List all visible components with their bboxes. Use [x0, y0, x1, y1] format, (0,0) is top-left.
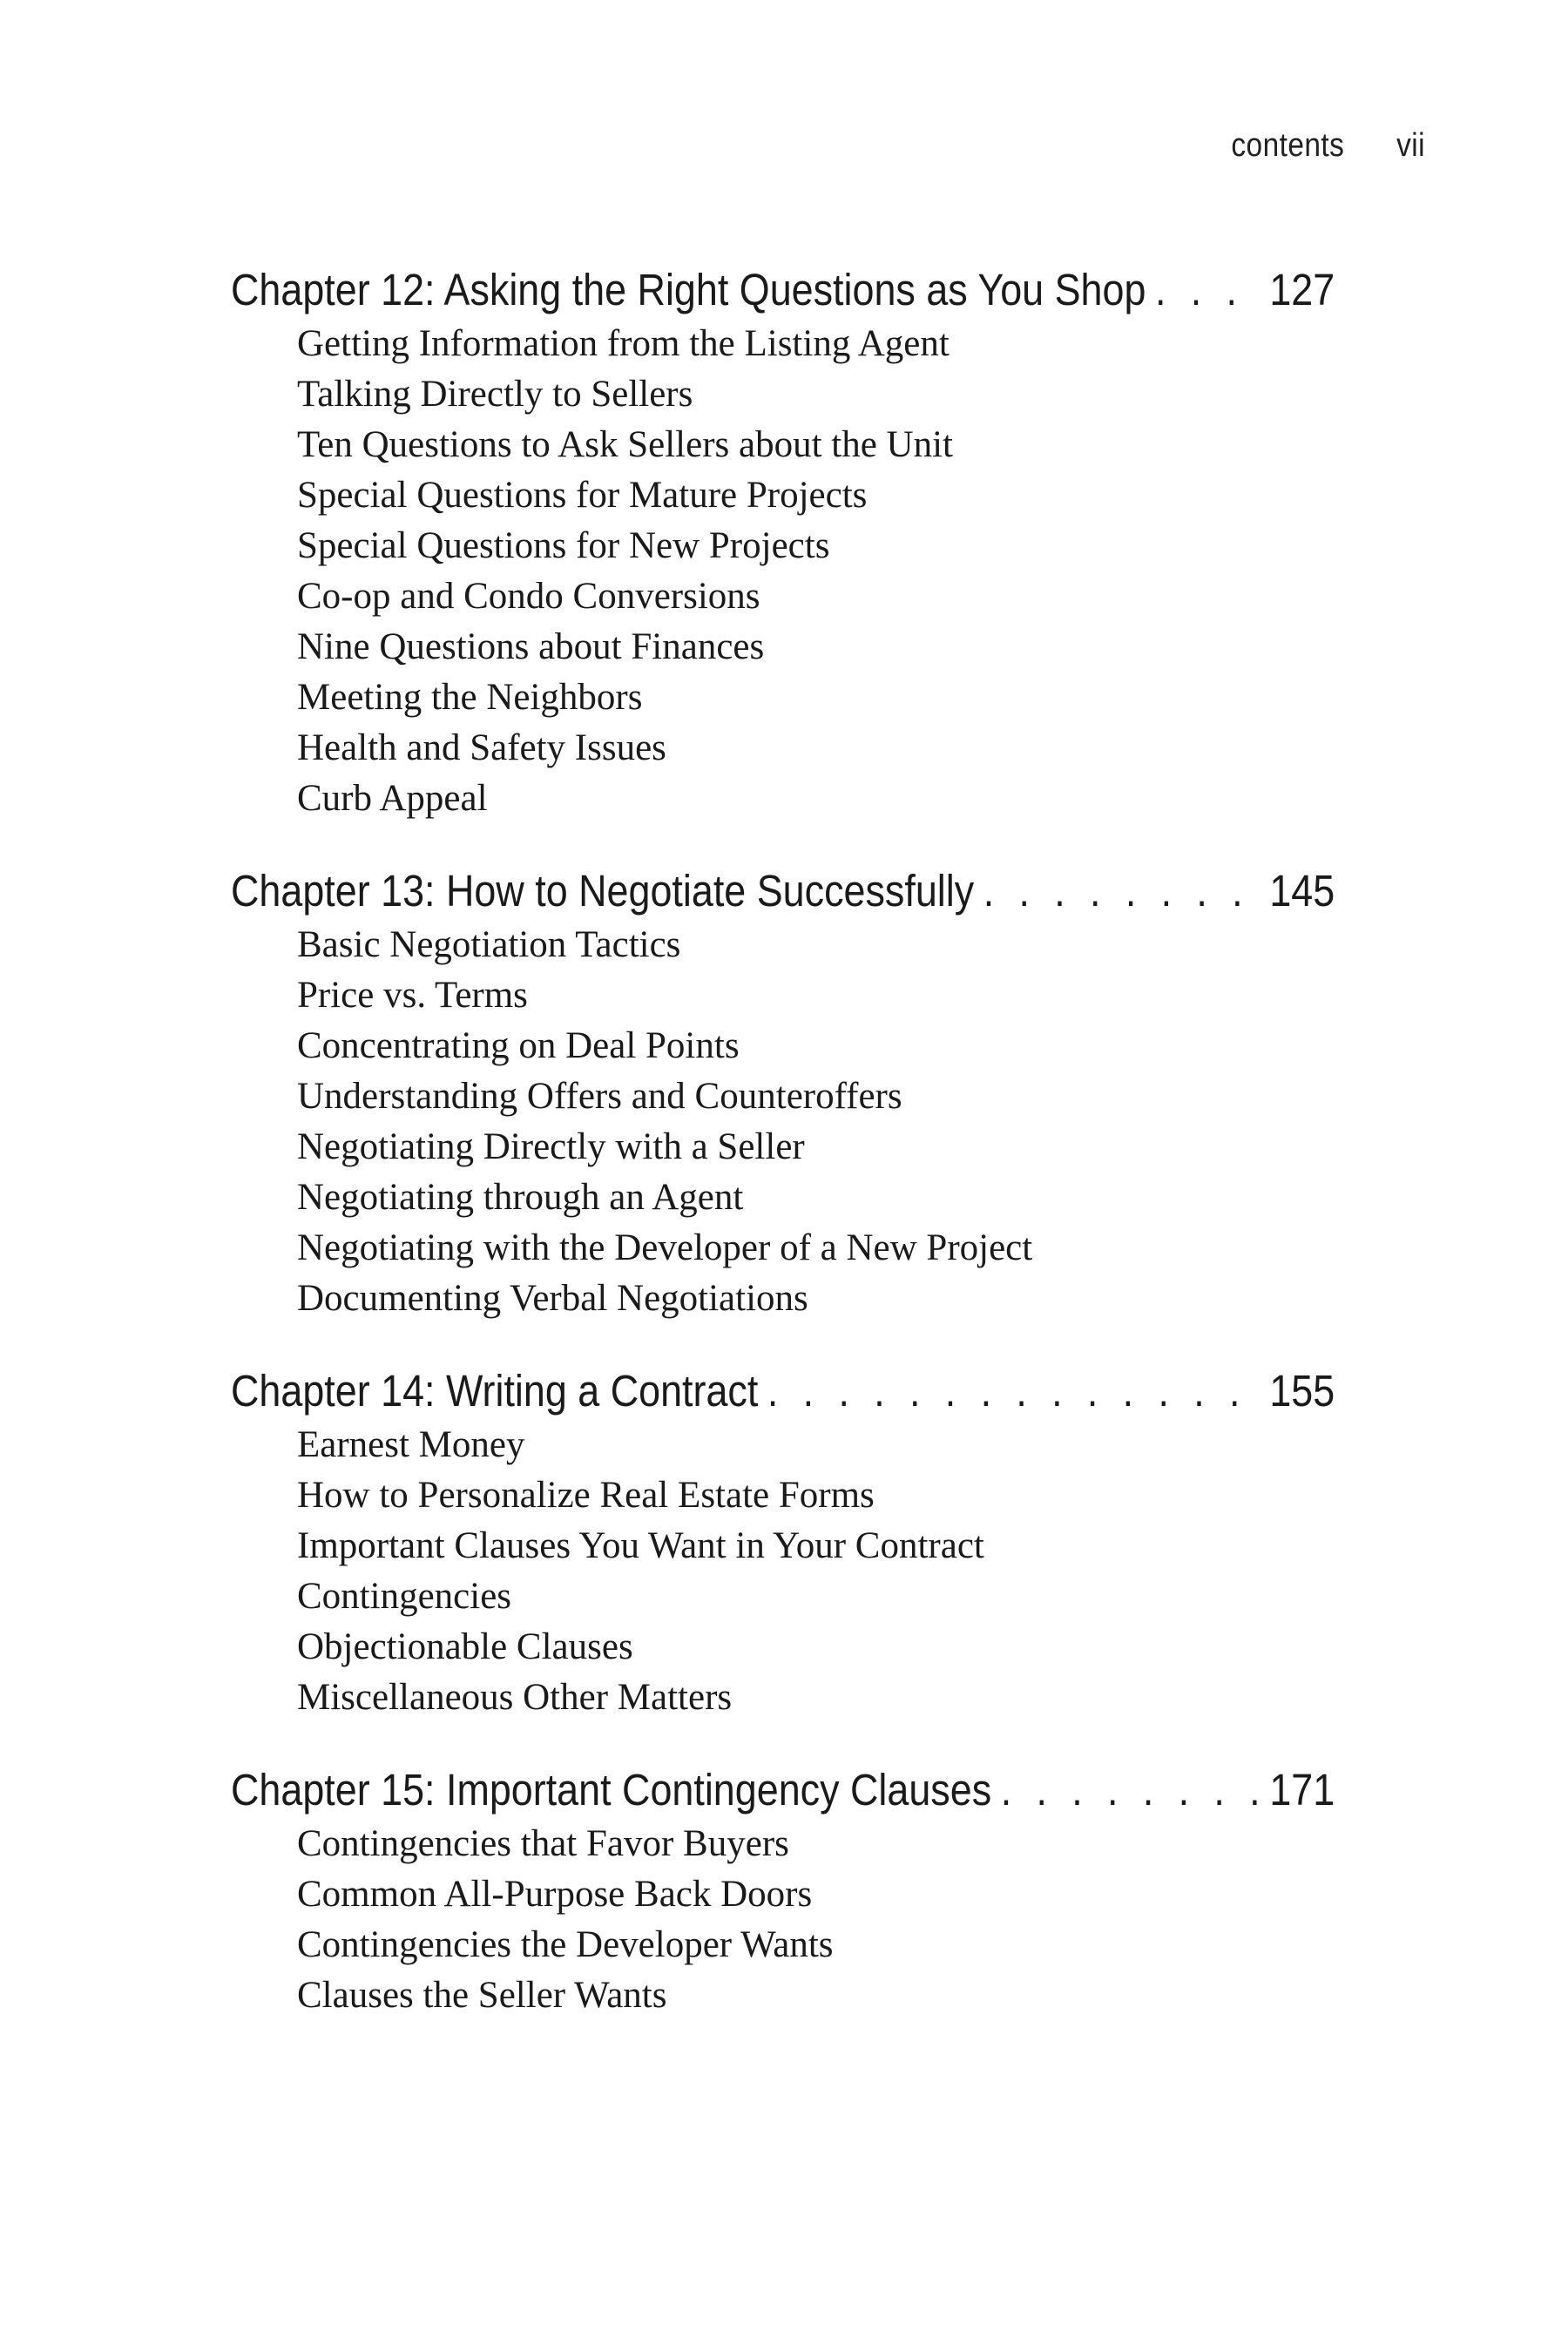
section-item[interactable]: Meeting the Neighbors — [297, 677, 643, 718]
section-item[interactable]: Ten Questions to Ask Sellers about the Unit — [297, 424, 954, 465]
dot-leader — [1001, 1761, 1260, 1819]
section-list — [231, 1420, 1320, 1723]
section-item[interactable]: Common All-Purpose Back Doors — [297, 1874, 813, 1915]
dot-leader — [1155, 261, 1260, 319]
section-item[interactable]: How to Personalize Real Estate Forms — [297, 1475, 875, 1516]
chapter-page-number: 155 — [1269, 1366, 1335, 1416]
chapter-title: Chapter 13: How to Negotiate Successfully — [231, 866, 975, 916]
section-list — [231, 920, 1320, 1324]
section-item[interactable]: Special Questions for Mature Projects — [297, 475, 868, 516]
section-item[interactable]: Negotiating Directly with a Seller — [297, 1126, 805, 1167]
section-item[interactable]: Contingencies that Favor Buyers — [297, 1823, 789, 1864]
chapter-heading[interactable] — [231, 261, 1335, 319]
chapter-page-number: 127 — [1269, 265, 1335, 314]
chapter-page-number: 171 — [1269, 1765, 1335, 1815]
section-item[interactable]: Earnest Money — [297, 1424, 525, 1465]
chapter-heading[interactable] — [231, 1761, 1335, 1819]
chapter-entry — [231, 862, 1335, 1324]
running-head — [1231, 127, 1425, 165]
section-item[interactable]: Documenting Verbal Negotiations — [297, 1278, 808, 1319]
section-item[interactable]: Nine Questions about Finances — [297, 626, 765, 667]
section-item[interactable]: Curb Appeal — [297, 778, 488, 819]
chapter-entry — [231, 261, 1335, 824]
chapter-title: Chapter 14: Writing a Contract — [231, 1366, 759, 1416]
chapter-heading[interactable] — [231, 1362, 1335, 1420]
dot-leader — [983, 862, 1260, 920]
section-item[interactable]: Important Clauses You Want in Your Contract — [297, 1525, 984, 1566]
section-item[interactable]: Basic Negotiation Tactics — [297, 924, 681, 965]
section-item[interactable]: Special Questions for New Projects — [297, 525, 830, 566]
dot-leader — [767, 1362, 1260, 1420]
section-item[interactable]: Clauses the Seller Wants — [297, 1975, 667, 2016]
section-item[interactable]: Objectionable Clauses — [297, 1626, 633, 1667]
chapter-page-number: 145 — [1269, 866, 1335, 916]
section-item[interactable]: Contingencies the Developer Wants — [297, 1924, 834, 1965]
section-item[interactable]: Price vs. Terms — [297, 975, 528, 1016]
chapter-entry — [231, 1761, 1335, 2021]
section-item[interactable]: Talking Directly to Sellers — [297, 374, 693, 415]
table-of-contents — [231, 261, 1335, 2059]
chapter-heading[interactable] — [231, 862, 1335, 920]
running-head-section: contents — [1231, 127, 1345, 164]
running-head-page-number: vii — [1396, 127, 1425, 164]
section-item[interactable]: Understanding Offers and Counteroffers — [297, 1076, 902, 1117]
section-item[interactable]: Negotiating through an Agent — [297, 1177, 744, 1218]
section-item[interactable]: Concentrating on Deal Points — [297, 1025, 740, 1066]
chapter-entry — [231, 1362, 1335, 1723]
section-item[interactable]: Miscellaneous Other Matters — [297, 1677, 733, 1718]
section-item[interactable]: Health and Safety Issues — [297, 727, 666, 768]
section-item[interactable]: Negotiating with the Developer of a New Project — [297, 1227, 1033, 1268]
chapter-title: Chapter 15: Important Contingency Clauses — [231, 1765, 992, 1815]
section-list — [231, 1819, 1320, 2021]
section-item[interactable]: Getting Information from the Listing Agent — [297, 323, 950, 364]
section-item[interactable]: Co-op and Condo Conversions — [297, 576, 760, 617]
section-list — [231, 319, 1320, 824]
chapter-title: Chapter 12: Asking the Right Questions as You Shop — [231, 265, 1146, 314]
section-item[interactable]: Contingencies — [297, 1576, 512, 1617]
